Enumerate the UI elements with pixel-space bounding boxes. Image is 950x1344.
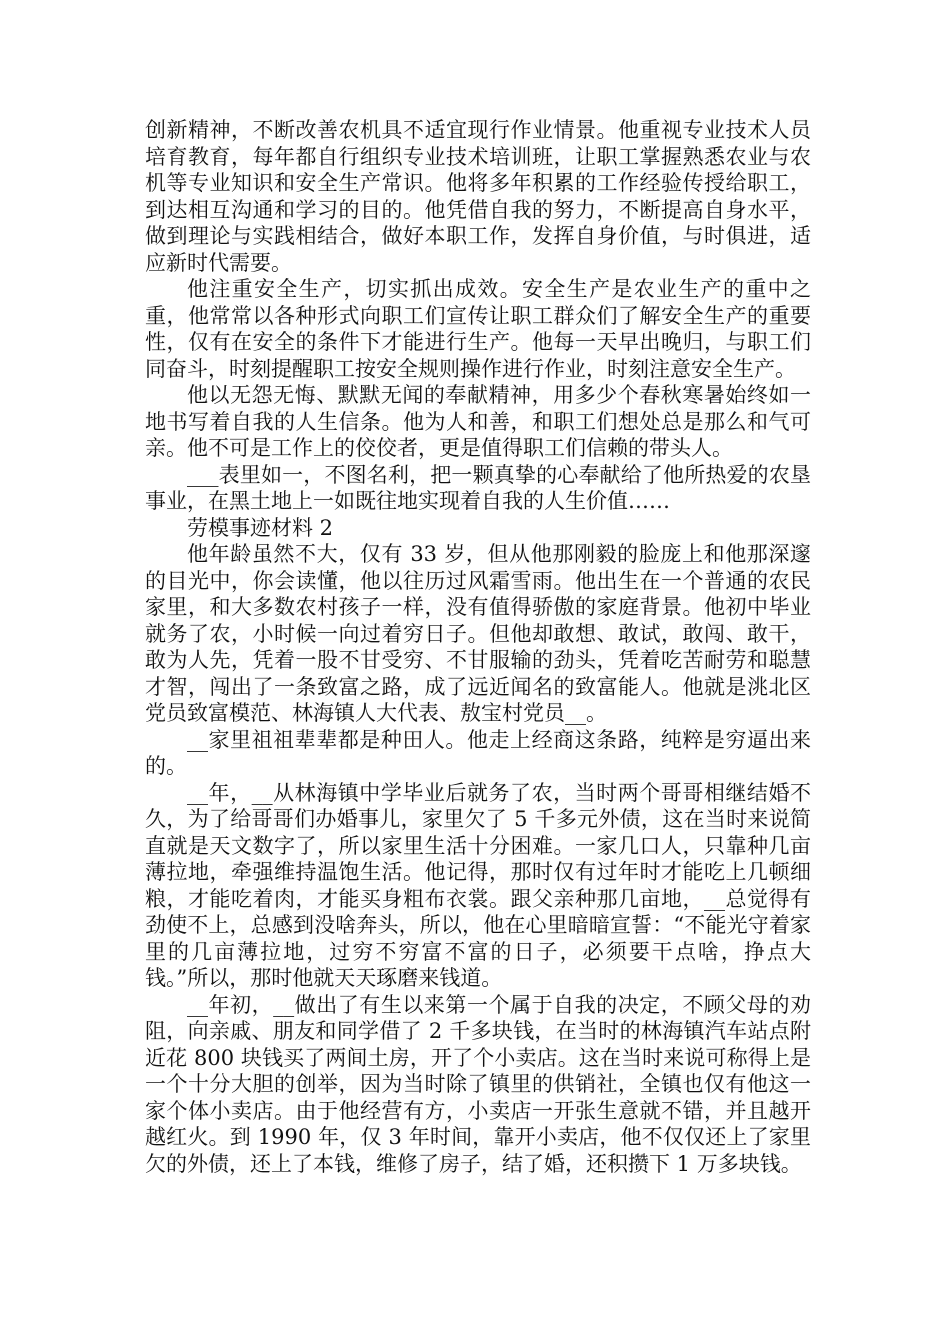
section-heading: 劳模事迹材料 2 (187, 515, 334, 540)
paragraph-3: 他以无怨无悔、默默无闻的奉献精神，用多少个春秋寒暑始终如一地书写着自我的人生信条。他为人和善，和职工们想处总是那么和气可亲。他不可是工作上的佼佼者，更是值得职工们信赖的带头人。 (145, 383, 811, 460)
paragraph-6: __家里祖祖辈辈都是种田人。他走上经商这条路，纯粹是穷逼出来的。 (145, 727, 811, 778)
paragraph-4: ___表里如一，不图名利，把一颗真挚的心奉献给了他所热爱的农垦事业，在黑土地上一如既往地实现着自我的人生价值…… (145, 462, 811, 513)
paragraph-5: 他年龄虽然不大，仅有 33 岁，但从他那刚毅的脸庞上和他那深邃的目光中，你会读懂，他以往历过风霜雪雨。他出生在一个普通的农民家里，和大多数农村孩子一样，没有值得骄傲的家庭背景。他初中毕业就务了农，小时候一向过着穷日子。但他却敢想、敢试，敢闯、敢干，敢为人先，凭着一股不甘受穷、不甘服输的劲头，凭着吃苦耐劳和聪慧才智，闯出了一条致富之路，成了远近闻名的致富能人。他就是洮北区党员致富模范、林海镇人大代表、敖宝村党员__。 (145, 542, 811, 725)
paragraph-8: __年初，__做出了有生以来第一个属于自我的决定，不顾父母的劝阻，向亲戚、朋友和同学借了 2 千多块钱，在当时的林海镇汽车站点附近花 800 块钱买了两间土房，开了个小卖店。这在当时来说可称得上是一个十分大胆的创举，因为当时除了镇里的供销社，全镇也仅有他这一家个体小卖店。由于他经营有方，小卖店一开张生意就不错，并且越开越红火。到 1990 年，仅 3 年时间，靠开小卖店，他不仅仅还上了家里欠的外债，还上了本钱，维修了房子，结了婚，还积攒下 1 万多块钱。 (145, 992, 811, 1176)
paragraph-7: __年，__从林海镇中学毕业后就务了农，当时两个哥哥相继结婚不久，为了给哥哥们办婚事儿，家里欠了 5 千多元外债，这在当时来说简直就是天文数字了，所以家里生活十分困难。一家几口人，只靠种几亩薄拉地，牵强维持温饱生活。他记得，那时仅有过年时才能吃上几顿细粮，才能吃着肉，才能买身粗布衣裳。跟父亲种那几亩地，__总觉得有劲使不上，总感到没啥奔头，所以，他在心里暗暗宣誓：“不能光守着家里的几亩薄拉地，过穷不穷富不富的日子，必须要干点啥，挣点大钱。”所以，那时他就天天琢磨来钱道。 (145, 780, 811, 990)
paragraph-2: 他注重安全生产，切实抓出成效。安全生产是农业生产的重中之重，他常常以各种形式向职工们宣传让职工群众们了解安全生产的重要性，仅有在安全的条件下才能进行生产。他每一天早出晚归，与职工们同奋斗，时刻提醒职工按安全规则操作进行作业，时刻注意安全生产。 (145, 277, 811, 381)
document-page (145, 117, 811, 1177)
paragraph-1: 创新精神，不断改善农机具不适宜现行作业情景。他重视专业技术人员培育教育，每年都自行组织专业技术培训班，让职工掌握熟悉农业与农机等专业知识和安全生产常识。他将多年积累的工作经验传授给职工，到达相互沟通和学习的目的。他凭借自我的努力，不断提高自身水平，做到理论与实践相结合，做好本职工作，发挥自身价值，与时俱进，适应新时代需要。 (145, 118, 811, 275)
